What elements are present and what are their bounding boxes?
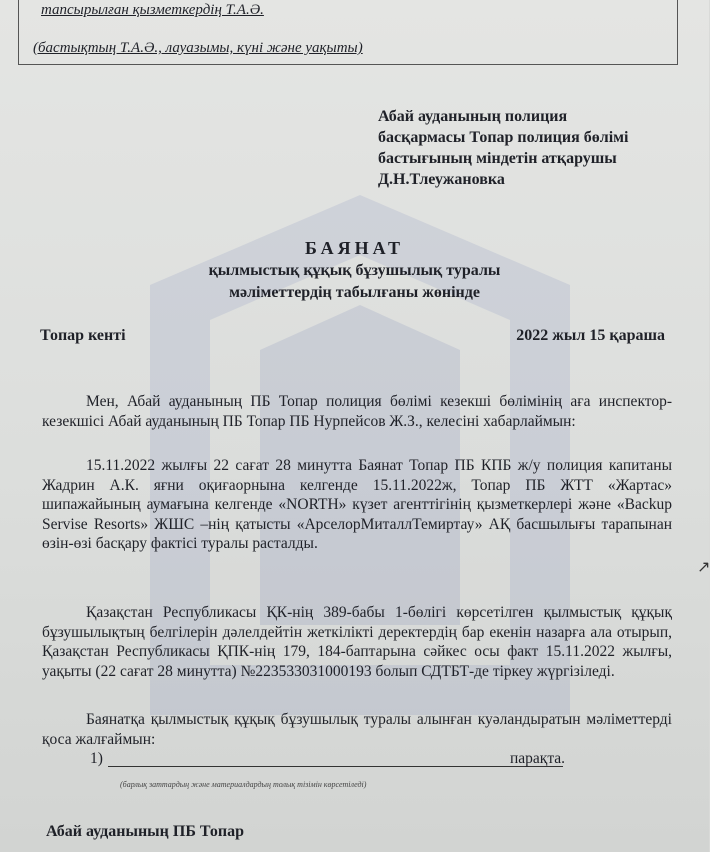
addressee-block	[378, 106, 698, 190]
paragraph-attachments: Баянатқа қылмыстық құқық бұзушылық туралы алынған куәландыратын мәліметтерді қоса жалғаймын:	[42, 711, 672, 748]
document-subtitle-1: қылмыстық құқық бұзушылық туралы	[208, 262, 501, 279]
approval-frame	[18, 0, 678, 65]
place: Топар кенті	[40, 327, 126, 344]
mouse-cursor-icon: ↗	[697, 557, 710, 576]
paragraph-intro: Мен, Абай ауданының ПБ Топар полиция бөлімі кезекші бөлімінің аға инспектор-кезекшісі Абай ауданының ПБ Топар ПБ Нурпейсов Ж.З., келесіні хабарлаймын:	[42, 393, 672, 430]
assigned-officer-line: тапсырылған қызметкердің Т.А.Ә.	[41, 2, 264, 18]
date: 2022 жыл 15 қараша	[516, 327, 665, 344]
document-title: БАЯНАТ	[304, 238, 405, 258]
paragraph-legal: Қазақстан Республикасы ҚК-нің 389-бабы 1-бөлігі көрсетілген қылмыстық құқық бұзушылықтың белгілерін дәлелдейтін жеткілікті деректердің бар екенін назарға ала отырып, Қазақстан Республикасы ҚПК-нің 179, 184-баптарына сәйкес осы факт 15.11.2022 жылғы, уақыты (22 сағат 28 минутта) №223533031000193 болып СДТБТ-де тіркеу жүргізіледі.	[42, 604, 672, 680]
addressee-line-2: басқармасы Топар полиция бөлімі	[378, 129, 629, 146]
attachment-number: 1)	[90, 750, 103, 767]
addressee-line-3: бастығының міндетін атқарушы	[378, 150, 617, 167]
addressee-line-4: Д.Н.Тлеужановка	[378, 171, 505, 188]
attachment-caption: (барлық заттардың және материалдардың толық тізімін көрсетіледі)	[120, 780, 367, 789]
attachment-pages-word: парақта.	[510, 750, 566, 767]
chief-signature-line: (бастықтың Т.А.Ә., лауазымы, күні және уақыты)	[33, 40, 363, 56]
addressee-line-1: Абай ауданының полиция	[378, 108, 568, 125]
signature-title: Абай ауданының ПБ Топар	[46, 823, 244, 840]
paragraph-facts: 15.11.2022 жылғы 22 сағат 28 минутта Баянат Топар ПБ КПБ ж/у полиция капитаны Жадрин А.К. яғни оқиғаорнына келгенде 15.11.2022ж, Топар ПБ ЖТТ «Жартас» шипажайының аумағына келгенде «NORTH» күзет агенттігінің қызметкерлері және «Backup Servise Resorts» ЖШС –нің қатысты «АрселорМиталлТемиртау» АҚ басшылығы тарапынан өзін-өзі басқару фактісі туралы расталды.	[42, 457, 672, 552]
attachment-blank	[108, 766, 563, 767]
document-subtitle-2: мәліметтердің табылғаны жөнінде	[229, 284, 480, 301]
